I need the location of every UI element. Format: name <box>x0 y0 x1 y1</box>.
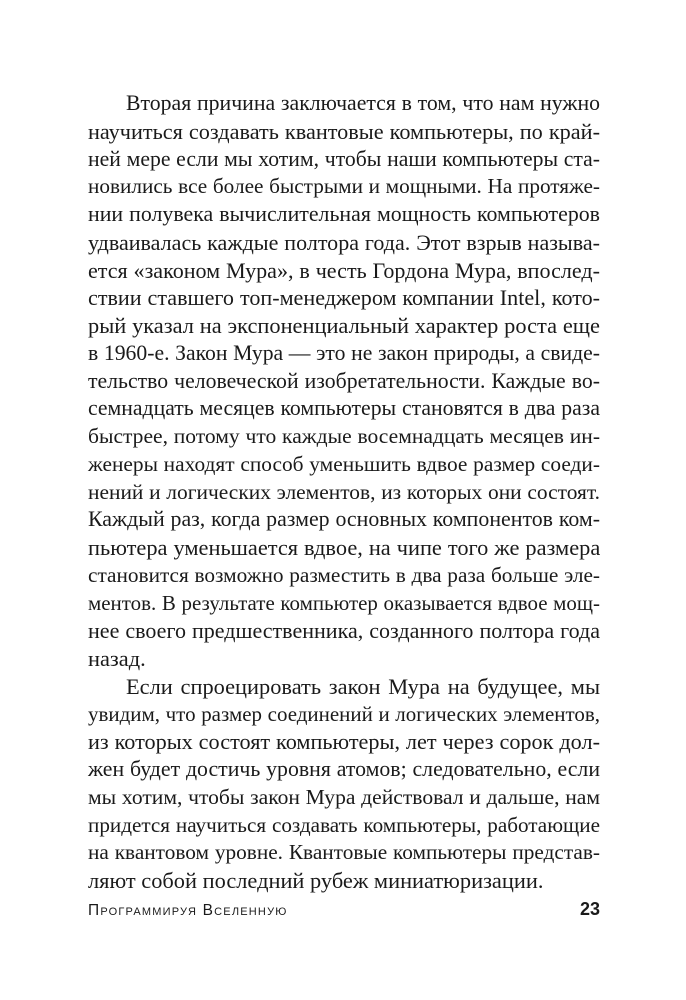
text-line: нии полувека вычислительная мощность компьютеров <box>88 202 600 226</box>
text-line: удваивалась каждые полтора года. Этот взрыв называ- <box>88 229 600 255</box>
text-line: пьютера уменьшается вдвое, на чипе того же размера <box>88 535 600 560</box>
text-line: мы хотим, чтобы закон Мура действовал и дальше, нам <box>88 784 600 809</box>
text-line: ствии ставшего топ-менеджером компании Intel, кото- <box>88 285 600 311</box>
text-line: придется научиться создавать компьютеры, работающие <box>88 812 600 837</box>
text-line: женеры находят способ уменьшить вдвое размер соеди- <box>88 451 600 476</box>
text-line: ментов. В результате компьютер оказывается вдвое мощ- <box>88 590 600 615</box>
text-line: ней мере если мы хотим, чтобы наши компьютеры ста- <box>88 146 600 171</box>
text-line: новились все более быстрыми и мощными. На протяже- <box>88 174 600 199</box>
text-line: Каждый раз, когда размер основных компонентов ком- <box>88 507 600 532</box>
text-line: Вторая причина заключается в том, что нам нужно <box>126 91 600 115</box>
body-text <box>88 90 600 895</box>
text-line: ется «законом Мура», в честь Гордона Мура, впослед- <box>88 257 600 283</box>
text-line: тельство человеческой изобретательности. Каждые во- <box>88 368 600 393</box>
page-number: 23 <box>579 899 600 919</box>
text-line: рый указал на экспоненциальный характер роста еще <box>88 313 600 338</box>
text-line: нее своего предшественника, созданного полтора года <box>88 618 600 644</box>
paragraph-1 <box>88 90 600 673</box>
running-title: Программируя Вселенную <box>88 902 288 919</box>
text-line: Если спроецировать закон Мура на будущее, мы <box>126 673 600 699</box>
text-line: из которых состоят компьютеры, лет через сорок дол- <box>88 729 600 755</box>
text-line: семнадцать месяцев компьютеры становятся в два раза <box>88 396 600 421</box>
text-line: становится возможно разместить в два раза больше эле- <box>88 562 600 587</box>
text-line: жен будет достичь уровня атомов; следовательно, если <box>88 757 600 781</box>
text-line: назад. <box>88 646 146 671</box>
text-line: увидим, что размер соединений и логических элементов, <box>88 701 600 726</box>
text-line: ляют собой последний рубеж миниатюризации. <box>88 868 544 893</box>
paragraph-2 <box>88 673 600 895</box>
text-line: нений и логических элементов, из которых они состоят. <box>88 479 600 504</box>
text-line: на квантовом уровне. Квантовые компьютеры представ- <box>88 840 600 865</box>
text-line: научиться создавать квантовые компьютеры, по край- <box>88 118 600 144</box>
text-line: в 1960-е. Закон Мура — это не закон природы, а свиде- <box>88 340 600 365</box>
text-line: быстрее, потому что каждые восемнадцать месяцев ин- <box>88 424 600 448</box>
